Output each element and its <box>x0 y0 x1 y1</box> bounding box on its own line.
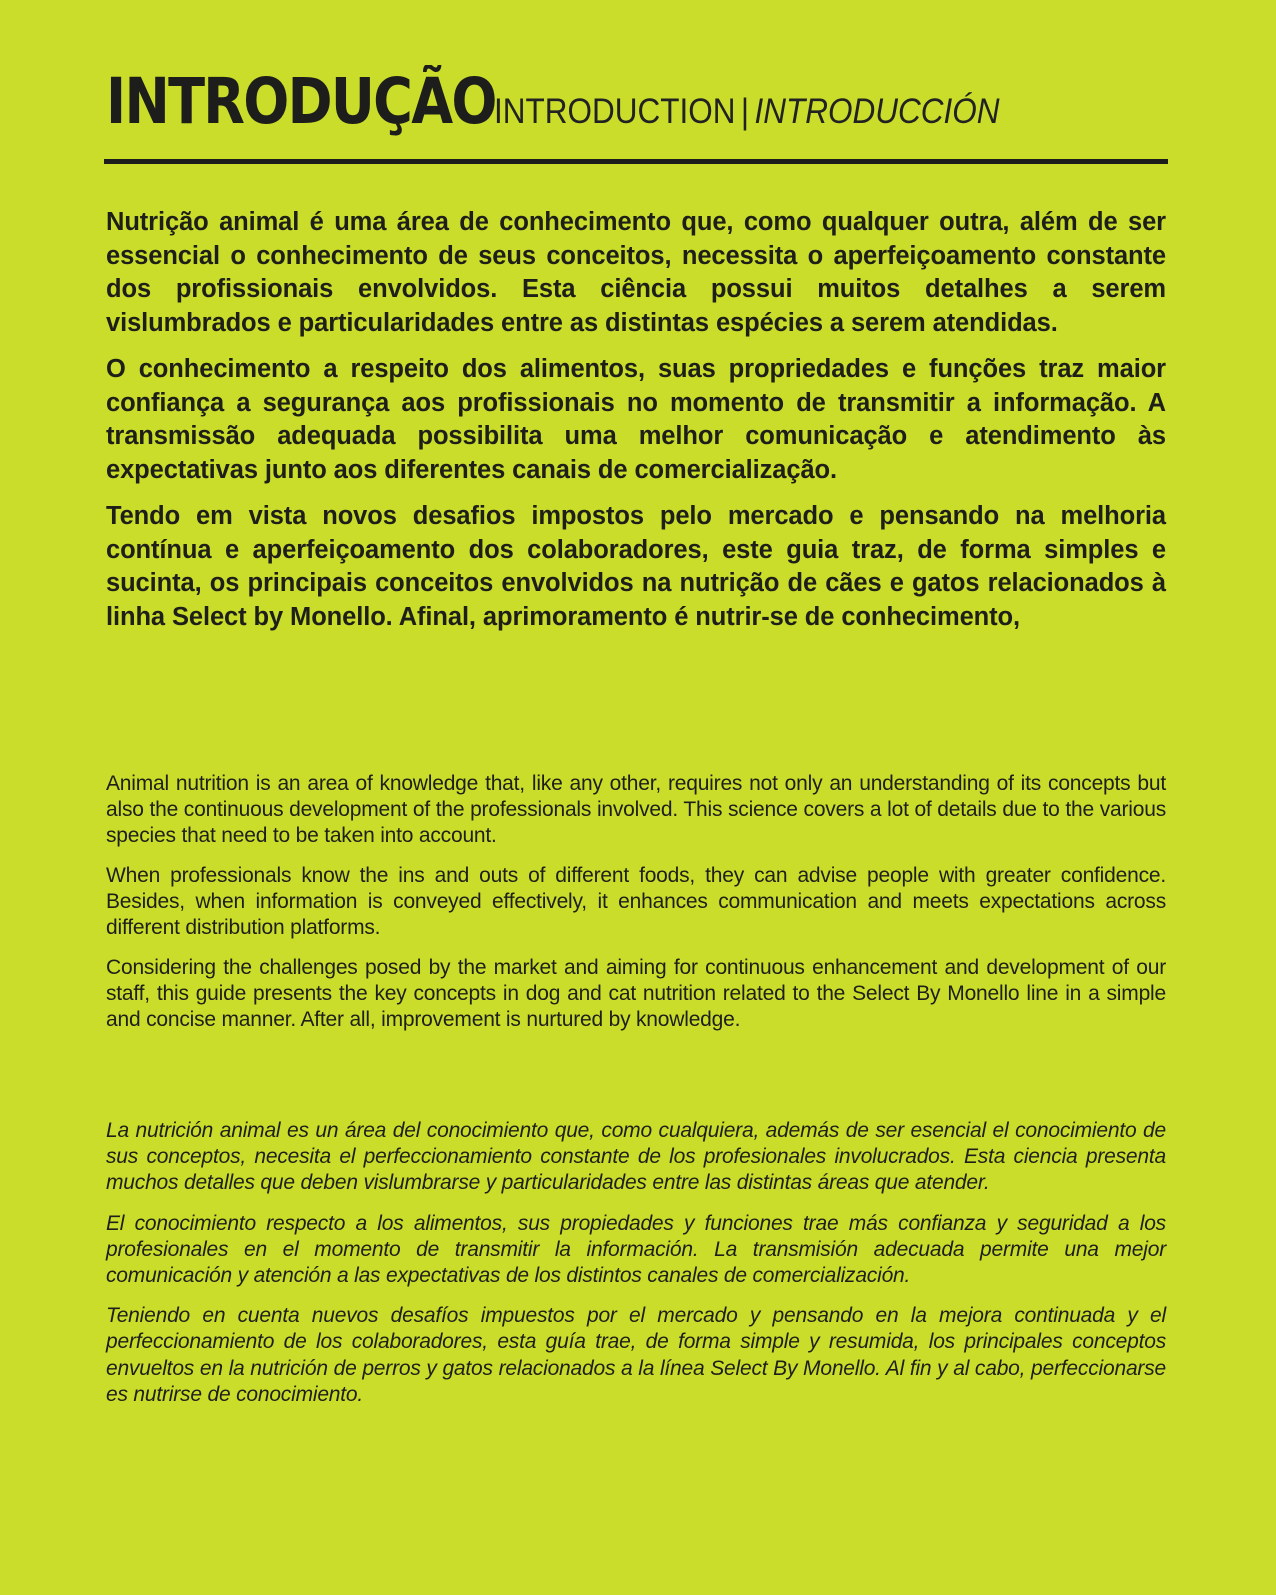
page-header <box>106 65 1168 138</box>
portuguese-paragraph: Nutrição animal é uma área de conhecimento que, como qualquer outra, além de ser essencial o conhecimento de seus conceitos, necessita o aperfeiçoamento constante dos profissionais envolvidos. Esta ciência possui muitos detalhes a serem vislumbrados e particularidades entre as distintas espécies a serem atendidas. <box>106 208 1166 337</box>
title-separator: | <box>740 92 750 131</box>
english-section <box>106 771 1166 1047</box>
portuguese-paragraph: O conhecimento a respeito dos alimentos, suas propriedades e funções traz maior confiança a segurança aos profissionais no momento de transmitir a informação. A transmissão adequada possibilita uma melhor comunicação e atendimento às expectativas junto aos diferentes canais de comercialização. <box>106 355 1166 484</box>
english-paragraph: Considering the challenges posed by the market and aiming for continuous enhancement and development of our staff, this guide presents the key concepts in dog and cat nutrition related to the Select By Monello line in a simple and concise manner. After all, improvement is nurtured by knowledge. <box>106 956 1166 1031</box>
header <box>106 65 1168 138</box>
page-subtitle <box>494 92 999 132</box>
spanish-section <box>106 1118 1166 1422</box>
title-spanish: INTRODUCCIÓN <box>754 92 1000 131</box>
english-paragraph: Animal nutrition is an area of knowledge that, like any other, requires not only an understanding of its concepts but also the continuous development of the professionals involved. This science covers a lot of details due to the various species that need to be taken into account. <box>106 772 1166 847</box>
page-title: INTRODUÇÃO <box>106 65 496 138</box>
portuguese-section <box>106 206 1166 647</box>
title-english: INTRODUCTION <box>494 92 736 131</box>
portuguese-paragraph: Tendo em vista novos desafios impostos pelo mercado e pensando na melhoria contínua e aperfeiçoamento dos colaboradores, este guia traz, de forma simples e sucinta, os principais conceitos envolvidos na nutrição de cães e gatos relacionados à linha Select by Monello. Afinal, aprimoramento é nutrir-se de conhecimento, <box>106 502 1166 631</box>
spanish-paragraph: Teniendo en cuenta nuevos desafíos impuestos por el mercado y pensando en la mejora continuada y el perfeccionamiento de los colaboradores, esta guía trae, de forma simple y resumida, los principales conceptos envueltos en la nutrición de perros y gatos relacionados a la línea Select By Monello. Al fin y al cabo, perfeccionarse es nutrirse de conocimiento. <box>106 1304 1166 1406</box>
spanish-paragraph: La nutrición animal es un área del conocimiento que, como cualquiera, además de ser esencial el conocimiento de sus conceptos, necesita el perfeccionamiento constante de los profesionales involucrados. Esta ciencia presenta muchos detalles que deben vislumbrarse y particularidades entre las distintas áreas que atender. <box>106 1119 1166 1195</box>
english-paragraph: When professionals know the ins and outs of different foods, they can advise people with greater confidence. Besides, when information is conveyed effectively, it enhances communication and meets expectations across different distribution platforms. <box>106 864 1166 939</box>
spanish-paragraph: El conocimiento respecto a los alimentos, sus propiedades y funciones trae más confianza y seguridad a los profesionales en el momento de transmitir la información. La transmisión adecuada permite una mejor comunicación y atención a las expectativas de los distintos canales de comercialización. <box>106 1211 1166 1288</box>
header-divider <box>104 159 1168 164</box>
